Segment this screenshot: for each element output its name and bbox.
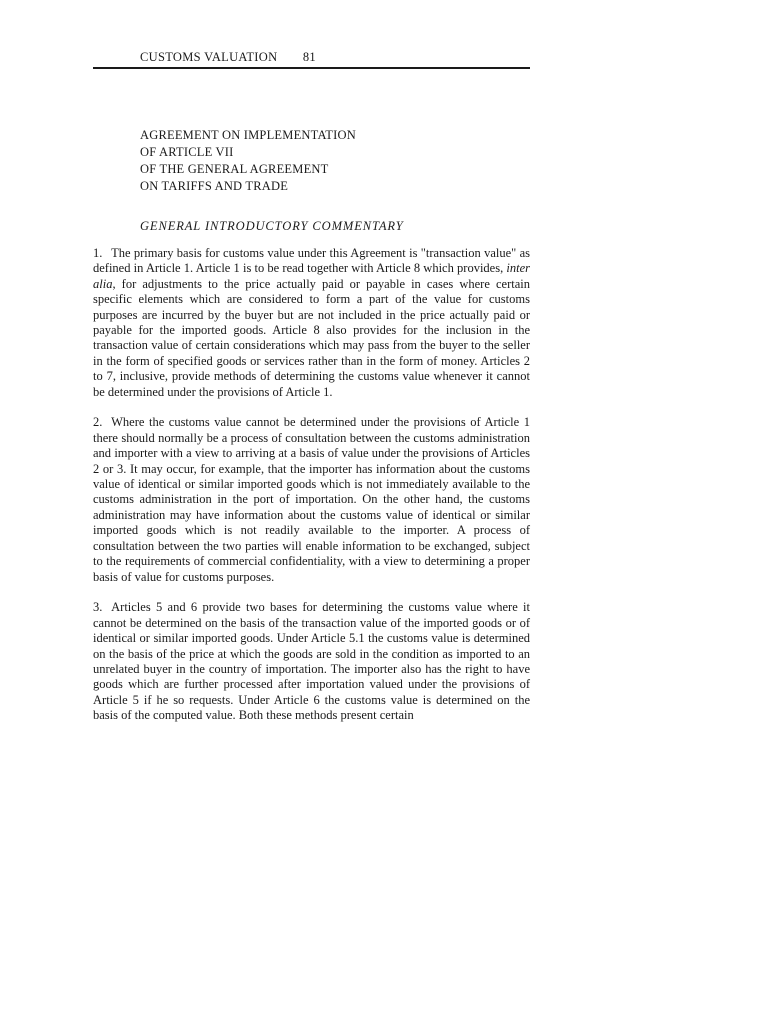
paragraph-text: Where the customs value cannot be determined under the provisions of Article 1 there should normally be a process of consultation between the customs administration and importer with a view to arriving at a basis of value under the provisions of Articles 2 or 3. It may occur, for example, that the importer has information about the customs value of identical or similar imported goods which is not immediately available to the customs administration in the port of importation. On the other hand, the customs administration may have information about the customs value of identical or similar imported goods which is not readily available to the importer. A process of consultation between the two parties will enable information to be exchanged, subject to the requirements of commercial confidentiality, with a view to determining a proper basis of value for customs purposes. xyxy=(93,415,530,584)
paragraph-1 xyxy=(93,246,530,400)
page-number: 81 xyxy=(302,50,316,64)
paragraph-2 xyxy=(93,415,530,584)
title-line: OF THE GENERAL AGREEMENT xyxy=(140,162,329,176)
paragraph-number: 3. xyxy=(93,600,103,615)
italic-phrase: inter alia xyxy=(93,261,530,291)
title-line: AGREEMENT ON IMPLEMENTATION xyxy=(140,128,356,142)
paragraph-text: Articles 5 and 6 provide two bases for determining the customs value where it cannot be determined on the basis of the transaction value of the imported goods or of identical or similar imported goods. Under Article 5.1 the customs value is determined on the basis of the price at which the goods are sold in the condition as imported to an unrelated buyer in the country of importation. The importer also has the right to have goods which are further processed after importation valued under the provisions of Article 5 if he so requests. Under Article 6 the customs value is determined on the basis of the computed value. Both these methods present certain xyxy=(93,600,530,723)
header-rule xyxy=(93,67,530,69)
section-heading: GENERAL INTRODUCTORY COMMENTARY xyxy=(140,219,404,233)
paragraph-text: , for adjustments to the price actually paid or payable in cases where certain specific elements which are considered to form a part of the value for customs purposes are incurred by the buyer but are not included in the price actually paid or payable for the imported goods. Article 8 also provides for the inclusion in the transaction value of certain considerations which may pass from the buyer to the seller in the form of specified goods or services rather than in the form of money. Articles 2 to 7, inclusive, provide methods of determining the customs value whenever it cannot be determined under the provisions of Article 1. xyxy=(93,276,530,399)
paragraph-3 xyxy=(93,600,530,723)
running-header xyxy=(140,50,316,65)
document-title xyxy=(140,127,356,195)
body-text xyxy=(93,246,530,739)
paragraph-text: The primary basis for customs value under this Agreement is "transaction value" as defined in Article 1. Article 1 is to be read together with Article 8 which provides, xyxy=(93,246,530,276)
title-line: OF ARTICLE VII xyxy=(140,145,234,159)
paragraph-number: 1. xyxy=(93,246,103,260)
paragraph-number: 2. xyxy=(93,415,103,430)
running-title: CUSTOMS VALUATION xyxy=(140,50,278,64)
title-line: ON TARIFFS AND TRADE xyxy=(140,179,289,193)
